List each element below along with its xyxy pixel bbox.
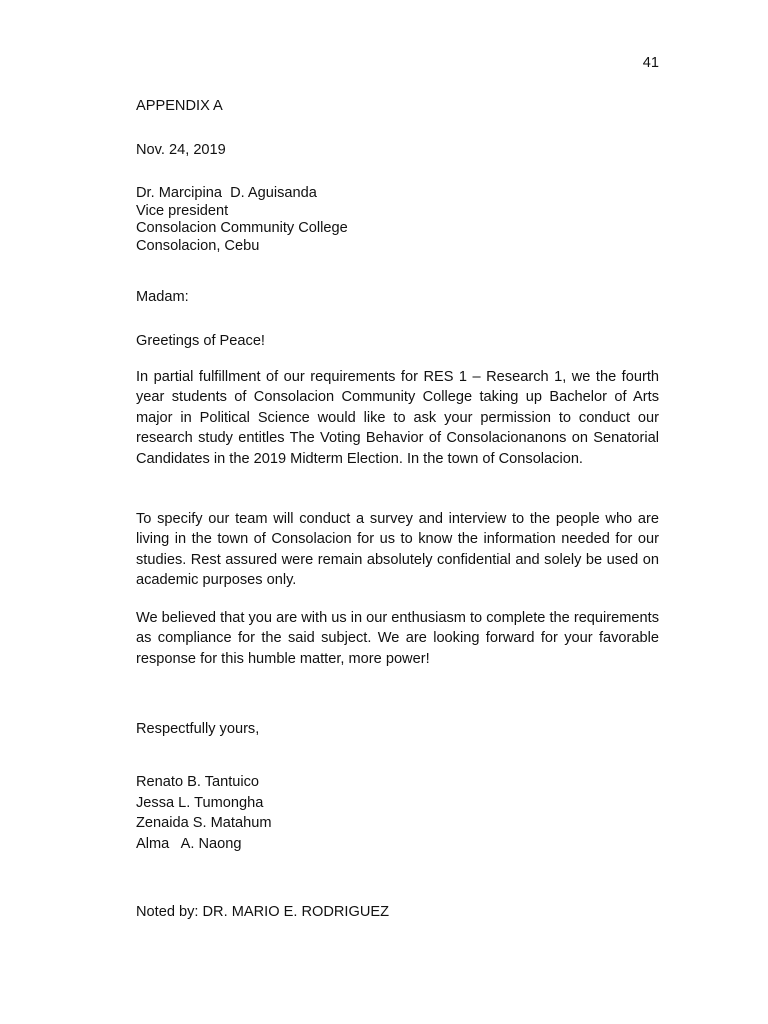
letter-date: Nov. 24, 2019 [136, 142, 226, 158]
page-number: 41 [642, 55, 659, 71]
signatory-name: Renato B. Tantuico [136, 774, 260, 790]
recipient-name: Dr. Marcipina D. Aguisanda [136, 185, 317, 201]
appendix-title: APPENDIX A [136, 98, 223, 114]
recipient-block [136, 185, 348, 255]
greeting: Greetings of Peace! [136, 333, 265, 349]
salutation: Madam: [136, 289, 189, 305]
noted-by: Noted by: DR. MARIO E. RODRIGUEZ [136, 904, 390, 920]
recipient-institution: Consolacion Community College [136, 220, 348, 236]
body-paragraph-3: We believed that you are with us in our enthusiasm to complete the requirements as compliance for the said subject. We are looking forward for your favorable response for this humble matter, more power! [136, 610, 659, 667]
signatory-name: Alma A. Naong [136, 835, 242, 852]
signatory-name: Jessa L. Tumongha [136, 794, 264, 811]
closing: Respectfully yours, [136, 721, 260, 737]
body-paragraph-2: To specify our team will conduct a survey and interview to the people who are living in the town of Consolacion for us to know the information needed for our studies. Rest assured were remain absolutely confidential and solely be used on academic purposes only. [136, 511, 659, 589]
recipient-location: Consolacion, Cebu [136, 237, 260, 254]
signatory-name: Zenaida S. Matahum [136, 815, 272, 831]
signatories-list [136, 772, 271, 854]
body-paragraph-1: In partial fulfillment of our requirements for RES 1 – Research 1, we the fourth year students of Consolacion Community College taking up Bachelor of Arts major in Political Science would like to ask your permission to conduct our research study entitles The Voting Behavior of Consolacionanons on Senatorial Candidates in the 2019 Midterm Election. In the town of Consolacion. [136, 369, 659, 467]
recipient-position: Vice president [136, 202, 229, 219]
